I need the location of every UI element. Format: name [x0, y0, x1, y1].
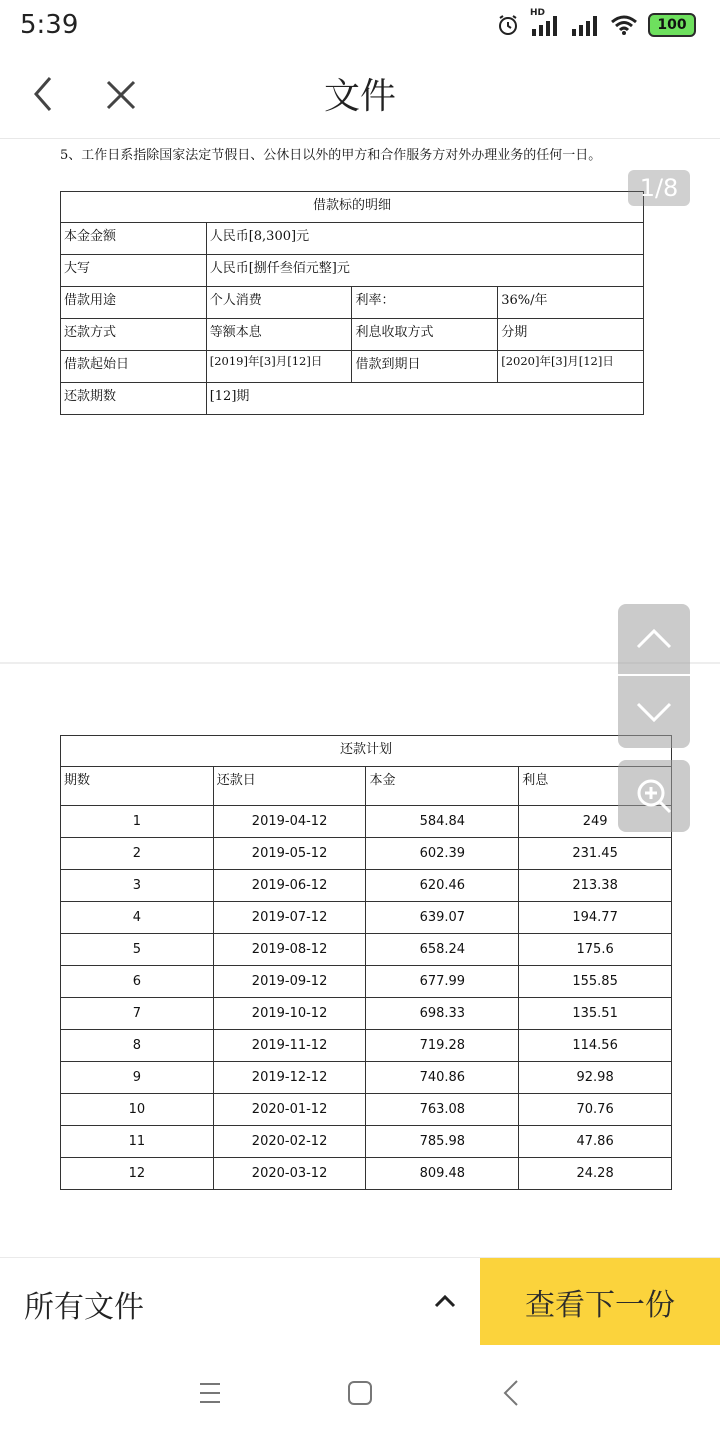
- table-cell: 602.39: [366, 838, 519, 870]
- table-row: [61, 902, 672, 934]
- table-row: [61, 1094, 672, 1126]
- table-cell: 249: [519, 806, 672, 838]
- chevron-up-icon: [634, 627, 674, 651]
- table-cell: 2: [61, 838, 214, 870]
- signal-icon: [530, 8, 560, 37]
- top-nav-bar: [0, 50, 720, 139]
- table-row: [61, 255, 644, 287]
- table-cell: 10: [61, 1094, 214, 1126]
- table-caption: 借款标的明细: [61, 192, 644, 223]
- home-icon: [340, 1373, 380, 1413]
- battery-icon: 100: [648, 13, 696, 37]
- table-row: [61, 319, 644, 351]
- system-nav-bar: [0, 1345, 720, 1440]
- page-title: 文件: [323, 76, 396, 117]
- table-cell: 个人消费: [206, 287, 352, 319]
- table-cell: 114.56: [519, 1030, 672, 1062]
- table-cell: 231.45: [519, 838, 672, 870]
- bottom-bar: [0, 1257, 720, 1346]
- table-cell: [12]期: [206, 383, 643, 415]
- table-cell: 1: [61, 806, 214, 838]
- table-cell: 2019-05-12: [213, 838, 366, 870]
- table-row: [61, 870, 672, 902]
- table-cell: 人民币[捌仟叁佰元整]元: [206, 255, 643, 287]
- zoom-in-button[interactable]: [618, 760, 690, 832]
- table-cell: 本金金额: [61, 223, 207, 255]
- table-cell: 2020-03-12: [213, 1158, 366, 1190]
- table-cell: 4: [61, 902, 214, 934]
- repayment-schedule-table: [60, 735, 672, 1190]
- zoom-in-icon: [634, 776, 674, 816]
- table-cell: 8: [61, 1030, 214, 1062]
- signal-icon: [570, 13, 600, 37]
- wifi-icon: [610, 14, 638, 36]
- all-files-button[interactable]: 所有文件: [24, 1290, 144, 1325]
- table-cell: 809.48: [366, 1158, 519, 1190]
- table-cell: 11: [61, 1126, 214, 1158]
- table-row: [61, 1062, 672, 1094]
- table-cell: 2019-10-12: [213, 998, 366, 1030]
- table-header-row: [61, 767, 672, 806]
- table-cell: 135.51: [519, 998, 672, 1030]
- table-cell: 740.86: [366, 1062, 519, 1094]
- table-cell: 还款方式: [61, 319, 207, 351]
- table-cell: 2020-01-12: [213, 1094, 366, 1126]
- table-row: [61, 806, 672, 838]
- table-cell: 47.86: [519, 1126, 672, 1158]
- table-cell: 5: [61, 934, 214, 966]
- table-cell: 还款期数: [61, 383, 207, 415]
- close-icon: [98, 72, 144, 118]
- table-caption: 还款计划: [61, 736, 672, 767]
- table-cell: 利率：: [352, 287, 498, 319]
- table-cell: 658.24: [366, 934, 519, 966]
- next-document-button[interactable]: 查看下一份: [480, 1258, 720, 1346]
- menu-button[interactable]: [190, 1373, 230, 1413]
- table-cell: 借款到期日: [352, 351, 498, 383]
- column-header: 利息: [519, 767, 672, 806]
- table-cell: 698.33: [366, 998, 519, 1030]
- table-cell: 36%/年: [498, 287, 644, 319]
- table-cell: 大写: [61, 255, 207, 287]
- document-page: [0, 665, 720, 1257]
- menu-icon: [190, 1373, 230, 1413]
- table-cell: 9: [61, 1062, 214, 1094]
- scroll-down-button[interactable]: [618, 676, 690, 748]
- table-cell: 3: [61, 870, 214, 902]
- table-cell: 24.28: [519, 1158, 672, 1190]
- table-cell: 584.84: [366, 806, 519, 838]
- chevron-left-icon: [492, 1373, 532, 1413]
- table-cell: 借款起始日: [61, 351, 207, 383]
- status-icons: [496, 8, 696, 38]
- table-cell: 2019-11-12: [213, 1030, 366, 1062]
- table-cell: 92.98: [519, 1062, 672, 1094]
- table-row: [61, 351, 644, 383]
- network-type-label: HD: [530, 8, 546, 18]
- chevron-up-icon: [428, 1284, 462, 1318]
- loan-details-table: [60, 191, 644, 415]
- table-cell: [2020]年[3]月[12]日: [498, 351, 644, 383]
- status-time: 5:39: [20, 10, 79, 40]
- table-row: [61, 998, 672, 1030]
- table-cell: 6: [61, 966, 214, 998]
- chevron-down-icon: [634, 700, 674, 724]
- table-row: [61, 1030, 672, 1062]
- table-cell: 677.99: [366, 966, 519, 998]
- table-row: [61, 1126, 672, 1158]
- table-row: [61, 192, 644, 223]
- table-row: [61, 934, 672, 966]
- scroll-up-button[interactable]: [618, 604, 690, 674]
- alarm-icon: [496, 13, 520, 37]
- home-button[interactable]: [340, 1373, 380, 1413]
- table-row: [61, 1158, 672, 1190]
- document-viewer[interactable]: [0, 139, 720, 1257]
- table-cell: 639.07: [366, 902, 519, 934]
- table-cell: 213.38: [519, 870, 672, 902]
- table-cell: 175.6: [519, 934, 672, 966]
- page-separator: [0, 662, 720, 664]
- table-row: [61, 383, 644, 415]
- table-cell: 12: [61, 1158, 214, 1190]
- document-page: [0, 139, 720, 662]
- table-cell: 7: [61, 998, 214, 1030]
- table-cell: 70.76: [519, 1094, 672, 1126]
- table-row: [61, 223, 644, 255]
- status-bar: [0, 0, 720, 50]
- table-cell: 2019-06-12: [213, 870, 366, 902]
- page-indicator: 1/8: [628, 170, 690, 206]
- column-header: 本金: [366, 767, 519, 806]
- table-cell: 155.85: [519, 966, 672, 998]
- table-cell: 2019-09-12: [213, 966, 366, 998]
- table-cell: 2019-04-12: [213, 806, 366, 838]
- column-header: 期数: [61, 767, 214, 806]
- table-cell: 借款用途: [61, 287, 207, 319]
- system-back-button[interactable]: [492, 1373, 532, 1413]
- table-cell: 2019-12-12: [213, 1062, 366, 1094]
- close-button[interactable]: [98, 72, 144, 118]
- expand-files-button[interactable]: [428, 1284, 462, 1318]
- table-cell: 等额本息: [206, 319, 352, 351]
- table-cell: 620.46: [366, 870, 519, 902]
- table-row: [61, 838, 672, 870]
- table-cell: 人民币[8,300]元: [206, 223, 643, 255]
- table-cell: 785.98: [366, 1126, 519, 1158]
- table-cell: 利息收取方式: [352, 319, 498, 351]
- table-cell: 763.08: [366, 1094, 519, 1126]
- table-cell: 194.77: [519, 902, 672, 934]
- table-row: [61, 966, 672, 998]
- table-cell: 719.28: [366, 1030, 519, 1062]
- table-cell: 分期: [498, 319, 644, 351]
- chevron-left-icon: [22, 70, 66, 118]
- table-cell: 2020-02-12: [213, 1126, 366, 1158]
- table-row: [61, 736, 672, 767]
- table-cell: 2019-08-12: [213, 934, 366, 966]
- table-cell: [2019]年[3]月[12]日: [206, 351, 352, 383]
- document-note: 5、工作日系指除国家法定节假日、公休日以外的甲方和合作服务方对外办理业务的任何一日。: [60, 148, 602, 163]
- back-button[interactable]: [22, 70, 66, 118]
- table-row: [61, 287, 644, 319]
- column-header: 还款日: [213, 767, 366, 806]
- table-cell: 2019-07-12: [213, 902, 366, 934]
